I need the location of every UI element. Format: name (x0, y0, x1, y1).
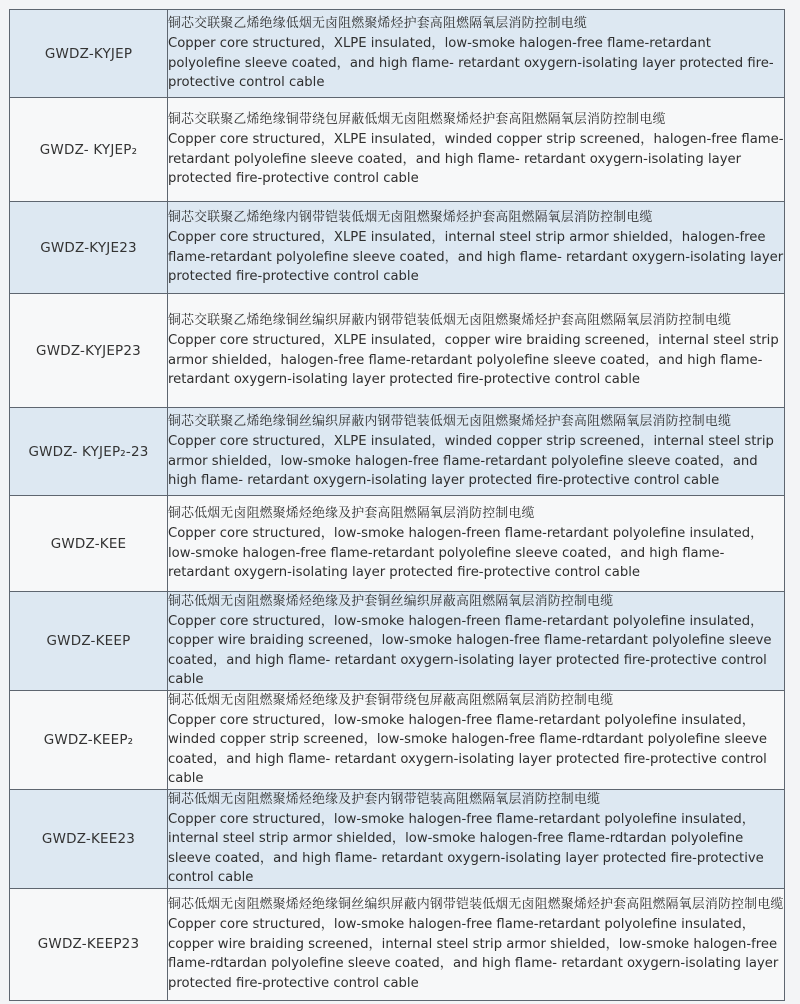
table-row (10, 789, 785, 888)
description-cn: 铜芯交联聚乙烯绝缘内钢带铠装低烟无卤阻燃聚烯烃护套高阻燃隔氧层消防控制电缆 (168, 210, 653, 226)
description-cell (168, 408, 785, 496)
model-code: GWDZ-KEEP23 (10, 888, 168, 1000)
table-row (10, 496, 785, 592)
table-row (10, 408, 785, 496)
table-row (10, 202, 785, 294)
description-cell (168, 690, 785, 789)
description-cn: 铜芯交联聚乙烯绝缘铜丝编织屏蔽内钢带铠装低烟无卤阻燃聚烯烃护套高阻燃隔氧层消防控制电缆 (168, 414, 732, 430)
model-code: GWDZ-KYJE23 (10, 202, 168, 294)
model-code: GWDZ-KEE (10, 496, 168, 592)
description-en: Copper core structured，XLPE insulated，copper wire braiding screened，internal steel strip armor shielded，halogen-free flame-retardant polyolefine sleeve coated，and high flame- retardant oxygern-isolating layer protected fire-protective control cable (168, 332, 779, 388)
model-code: GWDZ-KYJEP23 (10, 294, 168, 408)
table-row (10, 690, 785, 789)
description-cell (168, 98, 785, 202)
description-cn: 铜芯交联聚乙烯绝缘铜丝编织屏蔽内钢带铠装低烟无卤阻燃聚烯烃护套高阻燃隔氧层消防控制电缆 (168, 313, 732, 329)
table-row (10, 294, 785, 408)
description-cn: 铜芯交联聚乙烯绝缘低烟无卤阻燃聚烯烃护套高阻燃隔氧层消防控制电缆 (168, 16, 588, 32)
description-cn: 铜芯低烟无卤阻燃聚烯烃绝缘及护套高阻燃隔氧层消防控制电缆 (168, 506, 535, 522)
description-en: Copper core structured，low-smoke halogen-freen flame-retardant polyolefine insulated，low-smoke halogen-free flame-retardant polyolefine sleeve coated，and high flame-retardant oxygern-isolating layer protected fire-protective control cable (168, 525, 764, 581)
model-code: GWDZ-KEEP₂ (10, 690, 168, 789)
description-cn: 铜芯交联聚乙烯绝缘铜带绕包屏蔽低烟无卤阻燃聚烯烃护套高阻燃隔氧层消防控制电缆 (168, 112, 666, 128)
description-en: Copper core structured，low-smoke halogen-free flame-retardant polyolefine insulated，copper wire braiding screened，internal steel strip armor shielded，low-smoke halogen-free flame-rdtardan polyolefine sleeve coated，and high flame- retardant oxygern-isolating layer protected fire-protective control cable (168, 917, 779, 991)
model-code: GWDZ-KEE23 (10, 789, 168, 888)
description-en: Copper core structured，low-smoke halogen-freen flame-retardant polyolefine insulated，copper wire braiding screened，low-smoke halogen-free flame-retardant polyolefine sleeve coated，and high flame- retardant oxygern-isolating layer protected fire-protective control cable (168, 613, 772, 688)
description-en: Copper core structured，XLPE insulated，low-smoke halogen-free flame-retardant polyolefine sleeve coated，and high flame- retardant oxygern-isolating layer protected fire-protective control cable (168, 35, 774, 91)
description-en: Copper core structured，low-smoke halogen-free flame-retardant polyolefine insulated，internal steel strip armor shielded，low-smoke halogen-free flame-rdtardan polyolefine sleeve coated，and high flame- retardant oxygern-isolating layer protected fire-protective control cable (168, 811, 764, 886)
model-code: GWDZ-KYJEP (10, 10, 168, 98)
description-cell (168, 202, 785, 294)
description-en: Copper core structured，low-smoke halogen-free flame-retardant polyolefine insulated，winded copper strip screened，low-smoke halogen-free flame-rdtardant polyolefine sleeve coated，and high flame- retardant oxygern-isolating layer protected fire-protective control cable (168, 712, 768, 787)
model-code: GWDZ- KYJEP₂ (10, 98, 168, 202)
model-code: GWDZ-KEEP (10, 592, 168, 691)
description-cell (168, 496, 785, 592)
table-row (10, 10, 785, 98)
description-cn: 铜芯低烟无卤阻燃聚烯烃绝缘铜丝编织屏蔽内钢带铠装低烟无卤阻燃聚烯烃护套高阻燃隔氧层消防控制电缆 (168, 897, 784, 913)
description-cell (168, 888, 785, 1000)
table-row (10, 98, 785, 202)
model-code: GWDZ- KYJEP₂-23 (10, 408, 168, 496)
description-cn: 铜芯低烟无卤阻燃聚烯烃绝缘及护套铜带绕包屏蔽高阻燃隔氧层消防控制电缆 (168, 692, 614, 708)
description-cell (168, 294, 785, 408)
table-row (10, 888, 785, 1000)
description-en: Copper core structured，XLPE insulated，internal steel strip armor shielded，halogen-free flame-retardant polyolefine sleeve coated，and high flame- retardant oxygern-isolating layer protected fire-protective control cable (168, 229, 784, 285)
description-cell (168, 592, 785, 691)
description-cell (168, 10, 785, 98)
cable-spec-table (9, 9, 785, 1001)
description-cn: 铜芯低烟无卤阻燃聚烯烃绝缘及护套铜丝编织屏蔽高阻燃隔氧层消防控制电缆 (168, 594, 614, 609)
description-cell (168, 789, 785, 888)
description-cn: 铜芯低烟无卤阻燃聚烯烃绝缘及护套内钢带铠装高阻燃隔氧层消防控制电缆 (168, 791, 601, 807)
description-en: Copper core structured，XLPE insulated，winded copper strip screened，internal steel strip armor shielded，low-smoke halogen-free flame-retardant polyolefine sleeve coated，and high flame- retardant oxygern-isolating layer protected fire-protective control cable (168, 433, 774, 489)
description-en: Copper core structured，XLPE insulated，winded copper strip screened，halogen-free flame-retardant polyolefine sleeve coated，and high flame- retardant oxygern-isolating layer protected fire-protective control cable (168, 131, 784, 187)
table-row (10, 592, 785, 691)
